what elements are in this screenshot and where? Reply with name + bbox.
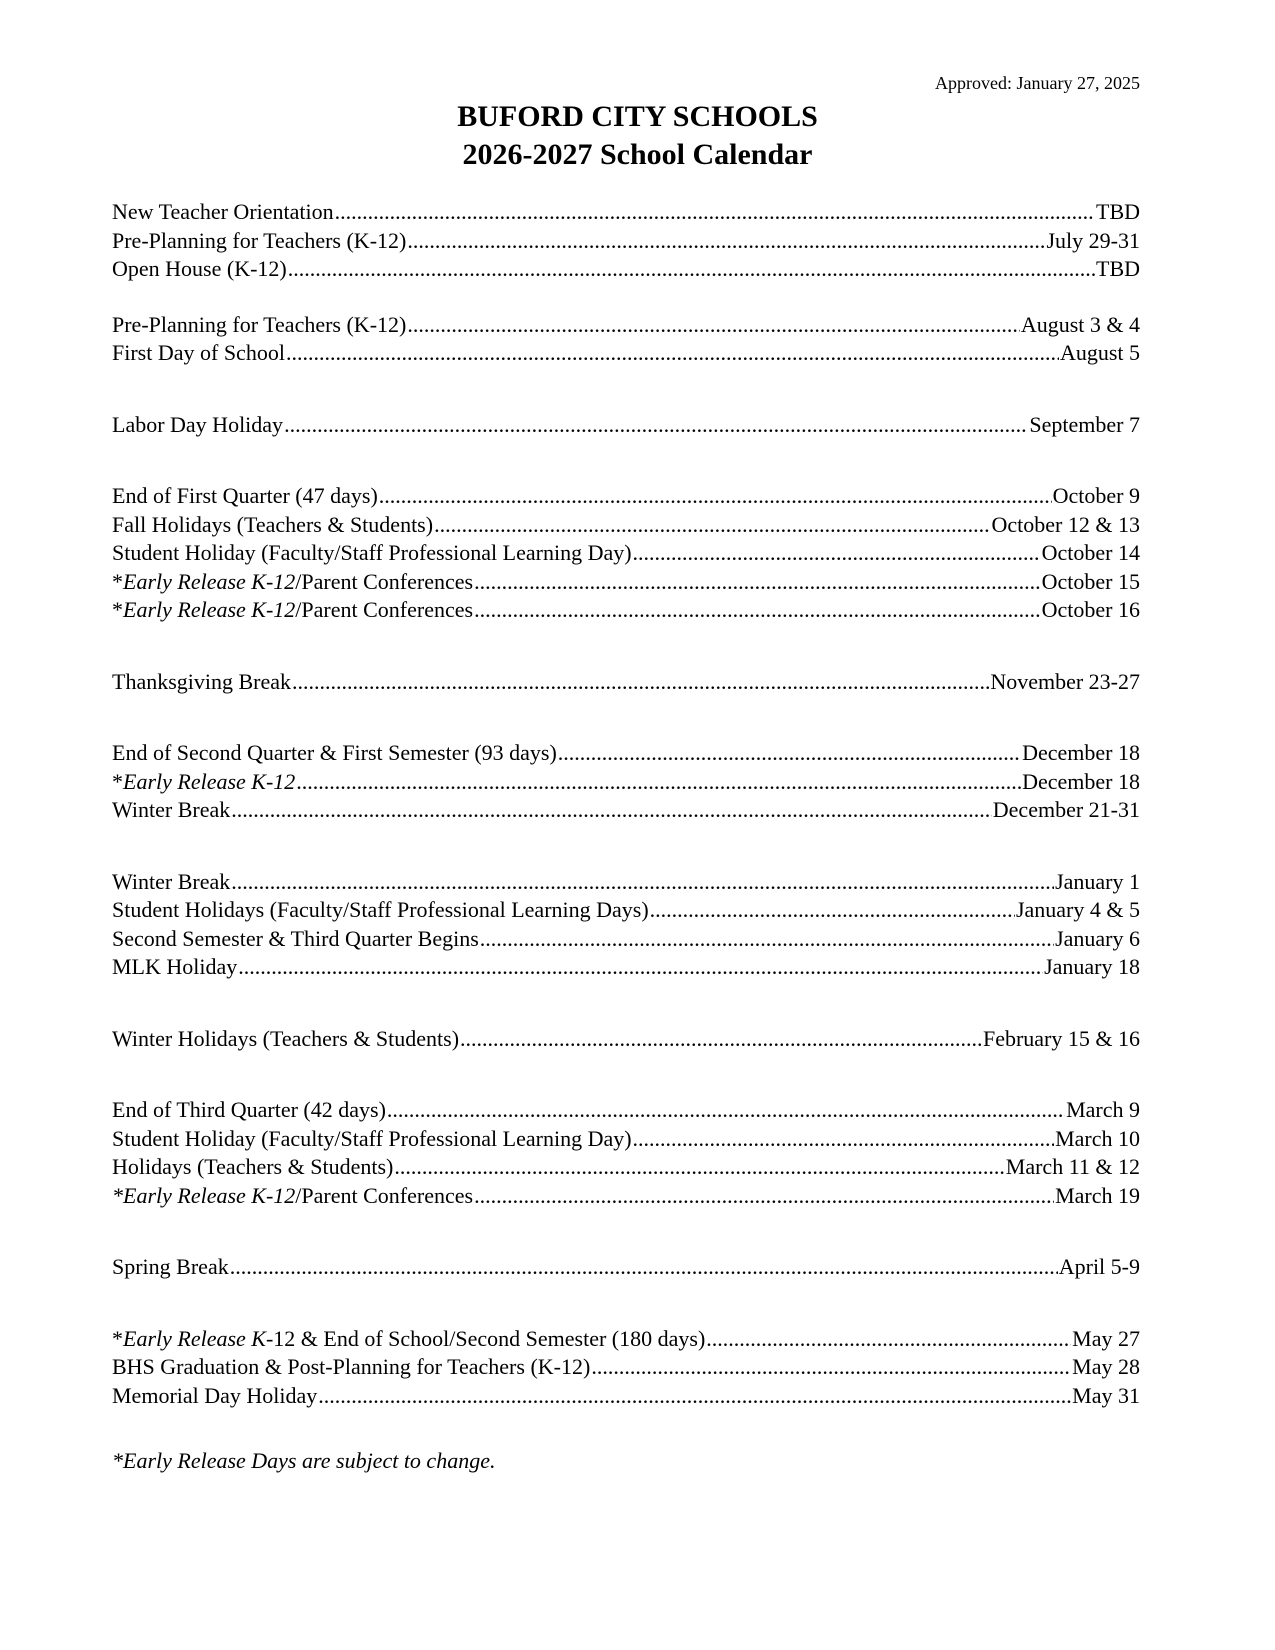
event-label xyxy=(112,255,287,284)
event-label-part: Open House (K-12) xyxy=(112,256,287,281)
event-label-italic-part: Early Release K-12 xyxy=(123,568,296,594)
event-row xyxy=(112,1182,1140,1211)
event-label xyxy=(112,1382,317,1411)
event-date: July 29-31 xyxy=(1046,227,1140,253)
event-row xyxy=(112,768,1140,797)
group-spacer xyxy=(112,825,1140,868)
event-row xyxy=(112,1153,1140,1182)
dot-leader xyxy=(231,796,992,825)
event-row xyxy=(112,311,1140,340)
event-label-part: BHS Graduation & Post-Planning for Teachers (K-12) xyxy=(112,1354,591,1379)
group-spacer xyxy=(112,368,1140,411)
event-group xyxy=(112,1253,1140,1282)
event-label xyxy=(112,568,473,597)
event-label xyxy=(112,1125,632,1154)
dot-leader xyxy=(558,739,1021,768)
event-group xyxy=(112,198,1140,284)
event-group xyxy=(112,668,1140,697)
event-label-part: Labor Day Holiday xyxy=(112,411,284,437)
event-label xyxy=(112,1025,459,1054)
group-spacer xyxy=(112,696,1140,739)
dot-leader xyxy=(288,255,1095,284)
group-spacer xyxy=(112,284,1140,311)
event-label-part: Winter Break xyxy=(112,797,231,822)
event-label xyxy=(112,896,649,925)
event-label xyxy=(112,411,283,440)
event-group xyxy=(112,739,1140,825)
event-date: January 1 xyxy=(1055,868,1140,894)
event-row xyxy=(112,1025,1140,1054)
event-date: TBD xyxy=(1096,256,1140,281)
event-label-part: MLK Holiday xyxy=(112,954,238,979)
event-row xyxy=(112,739,1140,768)
dot-leader xyxy=(474,596,1041,625)
dot-leader xyxy=(706,1325,1071,1354)
dot-leader xyxy=(318,1382,1071,1411)
event-date: May 28 xyxy=(1072,1354,1140,1379)
event-label-part: Student Holiday (Faculty/Staff Professional Learning Day) xyxy=(112,1125,632,1151)
event-date: April 5-9 xyxy=(1058,1254,1140,1279)
event-label xyxy=(112,953,237,982)
event-date: August 3 & 4 xyxy=(1020,311,1140,337)
event-row xyxy=(112,1382,1140,1411)
event-group xyxy=(112,482,1140,625)
event-row xyxy=(112,868,1140,897)
event-label xyxy=(112,1253,229,1282)
event-label xyxy=(112,1096,386,1125)
dot-leader xyxy=(633,1125,1055,1154)
event-label xyxy=(112,596,473,625)
event-label xyxy=(112,1182,473,1211)
event-date: May 27 xyxy=(1072,1325,1140,1351)
dot-leader xyxy=(394,1153,1004,1182)
event-label xyxy=(112,227,406,256)
event-group xyxy=(112,311,1140,368)
event-row xyxy=(112,896,1140,925)
event-label xyxy=(112,768,295,797)
event-label xyxy=(112,739,557,768)
dot-leader xyxy=(480,925,1054,954)
event-label-part: Student Holidays (Faculty/Staff Professional Learning Days) xyxy=(112,897,649,922)
event-label xyxy=(112,1153,393,1182)
dot-leader xyxy=(379,482,1052,511)
event-label xyxy=(112,511,433,540)
event-label-part: * xyxy=(112,1325,123,1351)
calendar-title: 2026-2027 School Calendar xyxy=(462,138,813,171)
event-row xyxy=(112,796,1140,825)
dot-leader xyxy=(474,1182,1054,1211)
dot-leader xyxy=(460,1025,982,1054)
event-date: October 16 xyxy=(1041,597,1140,622)
dot-leader xyxy=(650,896,1015,925)
dot-leader xyxy=(633,539,1041,568)
event-label xyxy=(112,539,632,568)
event-label xyxy=(112,796,230,825)
event-label-part: Pre-Planning for Teachers (K-12) xyxy=(112,311,407,337)
event-label-part: Spring Break xyxy=(112,1254,229,1279)
event-label-part: -12 & End of School/Second Semester (180 days) xyxy=(265,1325,706,1351)
event-label xyxy=(112,868,230,897)
event-group xyxy=(112,868,1140,982)
event-row xyxy=(112,1353,1140,1382)
event-row xyxy=(112,1253,1140,1282)
event-label xyxy=(112,1353,590,1382)
event-date: November 23-27 xyxy=(990,668,1140,694)
event-row xyxy=(112,925,1140,954)
dot-leader xyxy=(296,768,1021,797)
dot-leader xyxy=(238,953,1043,982)
event-row xyxy=(112,539,1140,568)
group-spacer xyxy=(112,1282,1140,1325)
event-label-part: New Teacher Orientation xyxy=(112,199,334,224)
event-label-part: Winter Holidays (Teachers & Students) xyxy=(112,1025,460,1051)
event-label-part: * xyxy=(112,768,123,794)
dot-leader xyxy=(474,568,1041,597)
event-date: December 21-31 xyxy=(992,797,1140,822)
event-label xyxy=(112,198,334,227)
dot-leader xyxy=(591,1353,1071,1382)
event-label-part: End of Second Quarter & First Semester (93 days) xyxy=(112,740,557,765)
event-label-part: End of Third Quarter (42 days) xyxy=(112,1097,386,1122)
dot-leader xyxy=(407,311,1019,340)
event-label-part: Memorial Day Holiday xyxy=(112,1382,318,1408)
dot-leader xyxy=(407,227,1045,256)
event-label-italic-part: *Early Release K-12 xyxy=(112,1182,296,1208)
event-label xyxy=(112,925,479,954)
group-spacer xyxy=(112,982,1140,1025)
event-label-italic-part: Early Release K-12 xyxy=(123,597,296,622)
event-label-part: Holidays (Teachers & Students) xyxy=(112,1154,394,1179)
event-label-part: /Parent Conferences xyxy=(295,597,474,622)
calendar-event-list xyxy=(112,198,1140,1410)
event-date: October 15 xyxy=(1041,568,1140,594)
event-row xyxy=(112,596,1140,625)
event-label-italic-part: Early Release K xyxy=(123,1325,266,1351)
event-date: October 9 xyxy=(1052,483,1140,508)
event-row xyxy=(112,255,1140,284)
event-date: May 31 xyxy=(1072,1382,1140,1408)
dot-leader xyxy=(286,339,1059,368)
dot-leader xyxy=(434,511,990,540)
event-label xyxy=(112,482,378,511)
dot-leader xyxy=(292,668,989,697)
dot-leader xyxy=(387,1096,1065,1125)
event-row xyxy=(112,198,1140,227)
group-spacer xyxy=(112,1053,1140,1096)
group-spacer xyxy=(112,625,1140,668)
event-label-part: End of First Quarter (47 days) xyxy=(112,483,378,508)
event-label-part: /Parent Conferences xyxy=(295,568,474,594)
event-date: September 7 xyxy=(1029,411,1140,437)
event-label-part: Thanksgiving Break xyxy=(112,668,292,694)
approved-date: Approved: January 27, 2025 xyxy=(935,73,1140,93)
event-label xyxy=(112,668,291,697)
event-row xyxy=(112,482,1140,511)
event-group xyxy=(112,1096,1140,1210)
event-label-part: Fall Holidays (Teachers & Students) xyxy=(112,511,434,537)
event-date: February 15 & 16 xyxy=(982,1025,1140,1051)
event-label-part: Pre-Planning for Teachers (K-12) xyxy=(112,227,407,253)
event-date: January 18 xyxy=(1044,954,1140,979)
event-label-part: /Parent Conferences xyxy=(295,1182,474,1208)
event-group xyxy=(112,1025,1140,1054)
dot-leader xyxy=(335,198,1095,227)
footnote: *Early Release Days are subject to change. xyxy=(112,1448,496,1473)
event-row xyxy=(112,511,1140,540)
event-row xyxy=(112,339,1140,368)
event-row xyxy=(112,568,1140,597)
event-row xyxy=(112,227,1140,256)
event-label-part: * xyxy=(112,568,123,594)
dot-leader xyxy=(230,1253,1058,1282)
dot-leader xyxy=(231,868,1054,897)
event-date: January 4 & 5 xyxy=(1015,897,1140,922)
event-date: October 14 xyxy=(1041,540,1140,565)
event-label-part: Winter Break xyxy=(112,868,231,894)
event-label xyxy=(112,1325,705,1354)
dot-leader xyxy=(284,411,1028,440)
event-date: March 9 xyxy=(1066,1097,1140,1122)
event-date: TBD xyxy=(1096,199,1140,224)
event-date: December 18 xyxy=(1022,740,1140,765)
event-date: March 10 xyxy=(1055,1125,1140,1151)
event-row xyxy=(112,411,1140,440)
event-label-part: Second Semester & Third Quarter Begins xyxy=(112,925,479,951)
event-row xyxy=(112,668,1140,697)
event-row xyxy=(112,953,1140,982)
event-date: January 6 xyxy=(1055,925,1140,951)
event-date: March 19 xyxy=(1055,1182,1140,1208)
event-date: December 18 xyxy=(1022,768,1140,794)
event-row xyxy=(112,1096,1140,1125)
group-spacer xyxy=(112,439,1140,482)
event-label-part: Student Holiday (Faculty/Staff Professional Learning Day) xyxy=(112,540,632,565)
event-label xyxy=(112,311,406,340)
event-group xyxy=(112,411,1140,440)
district-title: BUFORD CITY SCHOOLS xyxy=(457,100,818,133)
event-date: March 11 & 12 xyxy=(1005,1154,1140,1179)
group-spacer xyxy=(112,1210,1140,1253)
event-label xyxy=(112,339,285,368)
event-row xyxy=(112,1125,1140,1154)
event-label-part: First Day of School xyxy=(112,340,285,365)
event-date: October 12 & 13 xyxy=(991,511,1140,537)
event-row xyxy=(112,1325,1140,1354)
event-label-part: * xyxy=(112,597,123,622)
event-label-italic-part: Early Release K-12 xyxy=(123,768,296,794)
event-group xyxy=(112,1325,1140,1411)
event-date: August 5 xyxy=(1059,340,1140,365)
